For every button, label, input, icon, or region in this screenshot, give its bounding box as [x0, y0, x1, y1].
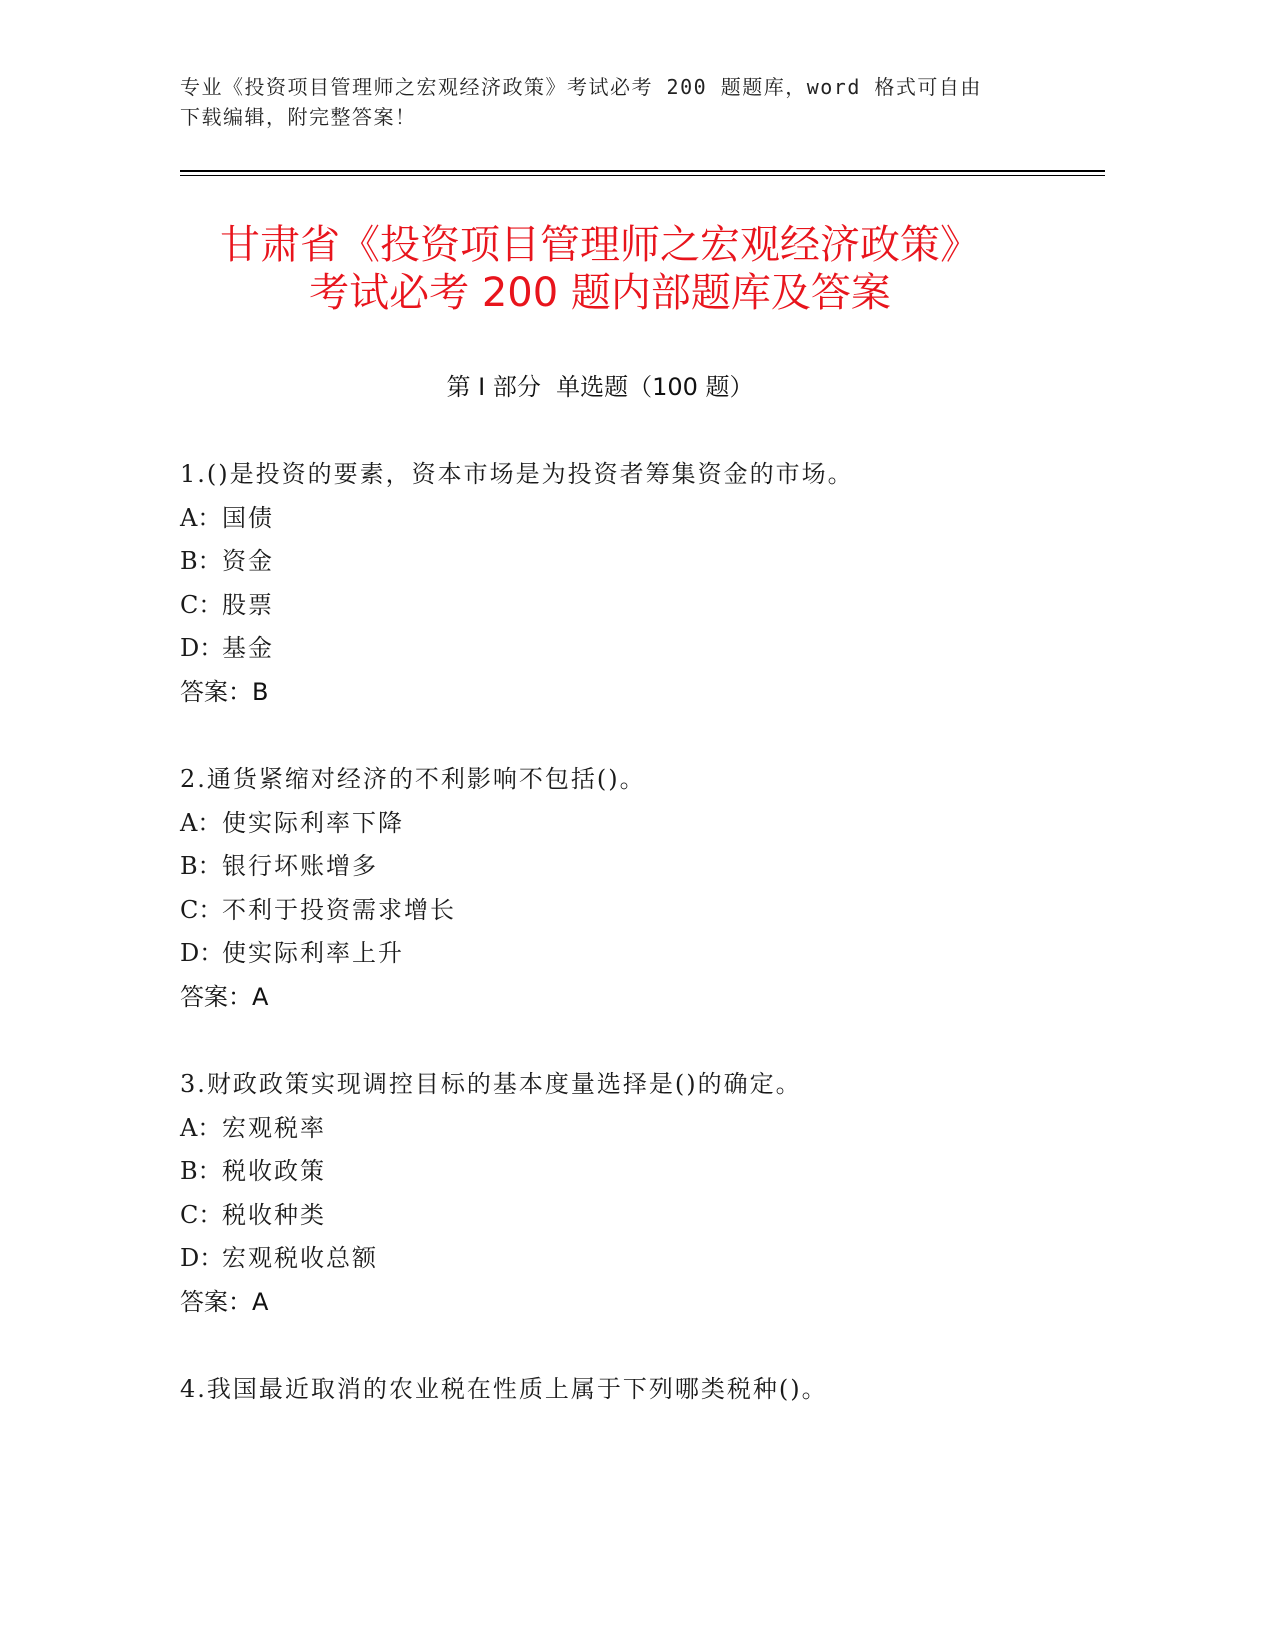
option-a — [180, 497, 1110, 541]
option-d — [180, 627, 1110, 671]
option-label: B： — [180, 852, 222, 881]
question-4 — [180, 1368, 1110, 1412]
answer-label: 答案： — [180, 982, 252, 1011]
option-text: 税收政策 — [222, 1157, 326, 1186]
option-b — [180, 540, 1110, 584]
option-c — [180, 889, 1110, 933]
answer-line — [180, 976, 1110, 1020]
option-a — [180, 1107, 1110, 1151]
header-divider — [180, 170, 1105, 176]
question-text: 4.我国最近取消的农业税在性质上属于下列哪类税种()。 — [180, 1375, 828, 1403]
option-b — [180, 1150, 1110, 1194]
header-text-line-2: 下载编辑，附完整答案！ — [180, 105, 417, 129]
answer-value: A — [252, 1287, 269, 1316]
question-1 — [180, 453, 1110, 715]
option-label: B： — [180, 1157, 222, 1186]
option-text: 股票 — [222, 590, 274, 619]
option-text: 使实际利率上升 — [222, 939, 404, 968]
question-text: 2.通货紧缩对经济的不利影响不包括()。 — [180, 765, 646, 793]
answer-label: 答案： — [180, 1287, 252, 1316]
question-text: 1.()是投资的要素，资本市场是为投资者筹集资金的市场。 — [180, 460, 854, 488]
option-d — [180, 1237, 1110, 1281]
option-text: 不利于投资需求增长 — [222, 895, 456, 924]
answer-line — [180, 1281, 1110, 1325]
option-text: 资金 — [222, 547, 274, 576]
answer-value: B — [252, 677, 269, 706]
header-text-line-1: 专业《投资项目管理师之宏观经济政策》考试必考 200 题题库，word 格式可自由 — [180, 75, 982, 99]
section-heading: 第 I 部分 单选题（100 题） — [446, 373, 754, 401]
option-text: 宏观税收总额 — [222, 1244, 378, 1273]
document-title-line-1: 甘肃省《投资项目管理师之宏观经济政策》 — [220, 222, 980, 268]
option-label: D： — [180, 634, 224, 663]
option-label: D： — [180, 1244, 224, 1273]
option-text: 国债 — [222, 503, 274, 532]
option-b — [180, 845, 1110, 889]
option-text: 使实际利率下降 — [222, 808, 404, 837]
option-label: C： — [180, 590, 223, 619]
option-text: 银行坏账增多 — [222, 852, 378, 881]
option-label: C： — [180, 1200, 223, 1229]
question-text: 3.财政政策实现调控目标的基本度量选择是()的确定。 — [180, 1070, 802, 1098]
answer-value: A — [252, 982, 269, 1011]
option-label: D： — [180, 939, 224, 968]
document-title-line-2: 考试必考 200 题内部题库及答案 — [309, 270, 891, 316]
option-text: 基金 — [222, 634, 274, 663]
option-text: 税收种类 — [222, 1200, 326, 1229]
option-d — [180, 932, 1110, 976]
option-text: 宏观税率 — [222, 1113, 326, 1142]
option-c — [180, 1194, 1110, 1238]
option-label: C： — [180, 895, 223, 924]
answer-line — [180, 671, 1110, 715]
option-label: A： — [180, 1113, 222, 1142]
option-c — [180, 584, 1110, 628]
question-2 — [180, 758, 1110, 1020]
option-label: B： — [180, 547, 222, 576]
answer-label: 答案： — [180, 677, 252, 706]
question-3 — [180, 1063, 1110, 1325]
option-label: A： — [180, 808, 222, 837]
option-label: A： — [180, 503, 222, 532]
option-a — [180, 802, 1110, 846]
